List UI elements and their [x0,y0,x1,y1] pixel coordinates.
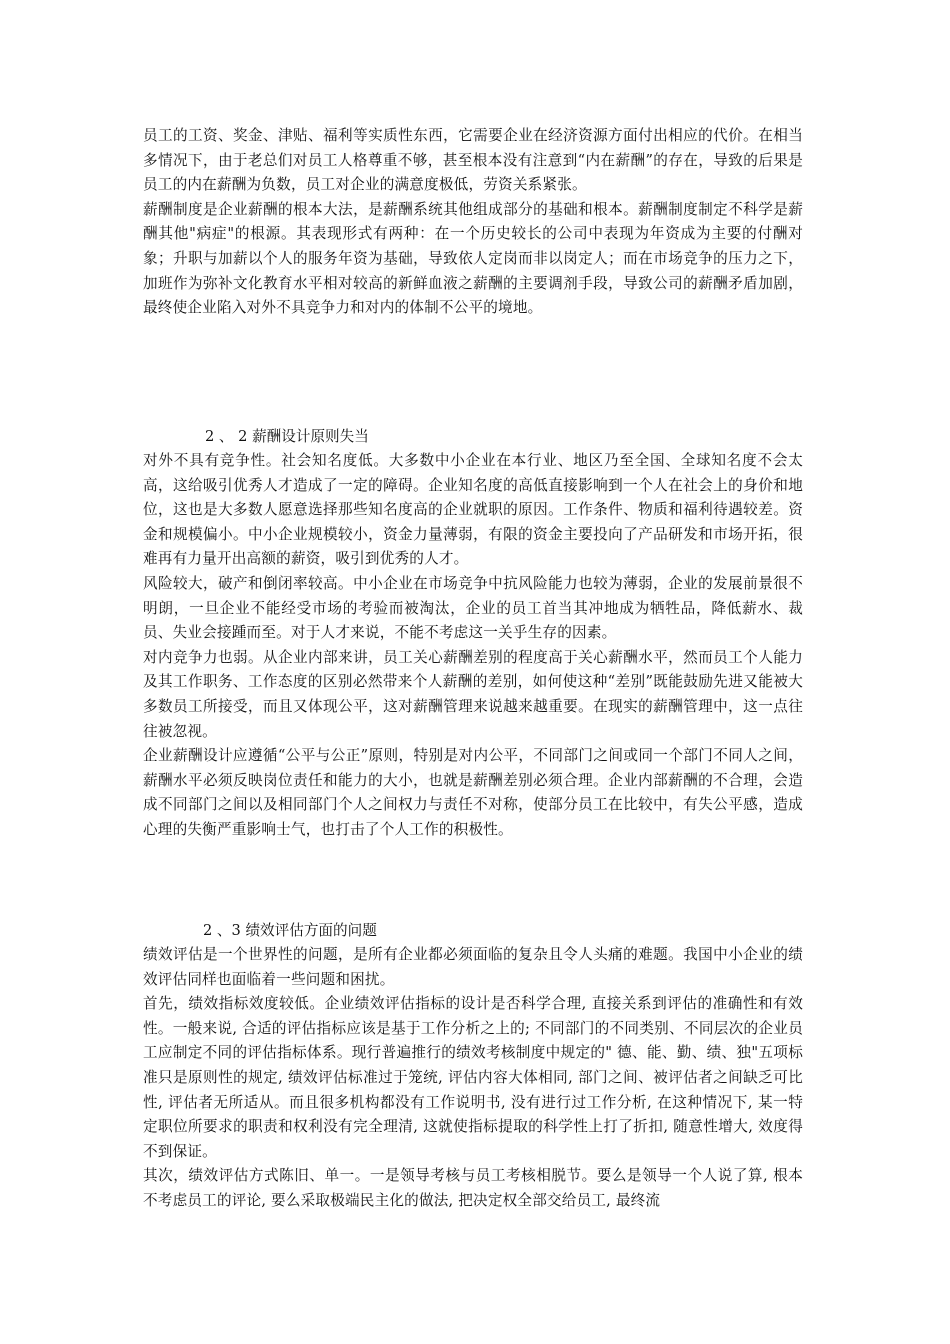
paragraph: 企业薪酬设计应遵循“公平与公正”原则，特别是对内公平，不同部门之间或同一个部门不同人之间，薪酬水平必须反映岗位责任和能力的大小，也就是薪酬差别必须合理。企业内部薪酬的不合理，会造成不同部门之间以及相同部门个人之间权力与责任不对称，使部分员工在比较中，有失公平感，造成心理的失衡严重影响士气，也打击了个人工作的积极性。 [143,747,803,838]
paragraph: 其次，绩效评估方式陈旧、单一。一是领导考核与员工考核相脱节。要么是领导一个人说了算, 根本不考虑员工的评论, 要么采取极端民主化的做法, 把决定权全部交给员工, 最终流 [143,1167,803,1209]
heading-2-2: 2 、 2 薪酬设计原则失当 [205,428,369,445]
paragraph: 薪酬制度是企业薪酬的根本大法，是薪酬系统其他组成部分的基础和根本。薪酬制度制定不科学是薪酬其他"病症"的根源。其表现形式有两种：在一个历史较长的公司中表现为年资成为主要的付酬对象；升职与加薪以个人的服务年资为基础，导致依人定岗而非以岗定人；而在市场竞争的压力之下，加班作为弥补文化教育水平相对较高的新鲜血液之薪酬的主要调剂手段，导致公司的薪酬矛盾加剧，最终使企业陷入对外不具竞争力和对内的体制不公平的境地。 [143,200,803,317]
section-heading [203,919,603,944]
paragraph: 绩效评估是一个世界性的问题，是所有企业都必须面临的复杂且令人头痛的难题。我国中小企业的绩效评估同样也面临着一些问题和困扰。 [143,946,803,988]
section-intro [143,124,803,321]
paragraph: 首先，绩效指标效度较低。企业绩效评估指标的设计是否科学合理, 直接关系到评估的准确性和有效性。一般来说, 合适的评估指标应该是基于工作分析之上的; 不同部门的不同类别、不同层次的企业员工应制定不同的评估指标体系。现行普遍推行的绩效考核制度中规定的" 德、能、勤、绩、独"五项标准只是原则性的规定, 绩效评估标准过于笼统, 评估内容大体相同, 部门之间、被评估者之间缺乏可比性, 评估者无所适从。而且很多机构都没有工作说明书, 没有进行过工作分析, 在这种情况下, 某一特定职位所要求的职责和权利没有完全理清, 这就使指标提取的科学性上打了折扣, 随意性增大, 效度得不到保证。 [143,995,803,1160]
heading-2-3: 2 、3 绩效评估方面的问题 [203,922,377,939]
section-heading [205,425,605,450]
paragraph: 对内竞争力也弱。从企业内部来讲，员工关心薪酬差别的程度高于关心薪酬水平，然而员工个人能力及其工作职务、工作态度的区别必然带来个人薪酬的差别，如何使这种“差别”既能鼓励先进又能被大多数员工所接受，而且又体现公平，这对薪酬管理来说越来越重要。在现实的薪酬管理中，这一点往往被忽视。 [143,648,803,740]
paragraph: 对外不具有竞争性。社会知名度低。大多数中小企业在本行业、地区乃至全国、全球知名度不会太高，这给吸引优秀人才造成了一定的障碍。企业知名度的高低直接影响到一个人在社会上的身价和地位，这也是大多数人愿意选择那些知名度高的企业就职的原因。工作条件、物质和福利待遇较差。资金和规模偏小。中小企业规模较小，资金力量薄弱，有限的资金主要投向了产品研发和市场开拓，很难再有力量开出高额的薪资，吸引到优秀的人才。 [143,452,803,568]
paragraph: 员工的工资、奖金、津贴、福利等实质性东西，它需要企业在经济资源方面付出相应的代价。在相当多情况下，由于老总们对员工人格尊重不够，甚至根本没有注意到“内在薪酬”的存在，导致的后果是员工的内在薪酬为负数，员工对企业的满意度极低，劳资关系紧张。 [143,127,803,194]
section-2-2-body [143,449,803,843]
section-2-3-body [143,943,803,1214]
paragraph: 风险较大，破产和倒闭率较高。中小企业在市场竞争中抗风险能力也较为薄弱，企业的发展前景很不明朗，一旦企业不能经受市场的考验而被淘汰，企业的员工首当其冲地成为牺牲品，降低薪水、裁员、失业会接踵而至。对于人才来说，不能不考虑这一关乎生存的因素。 [143,574,803,642]
